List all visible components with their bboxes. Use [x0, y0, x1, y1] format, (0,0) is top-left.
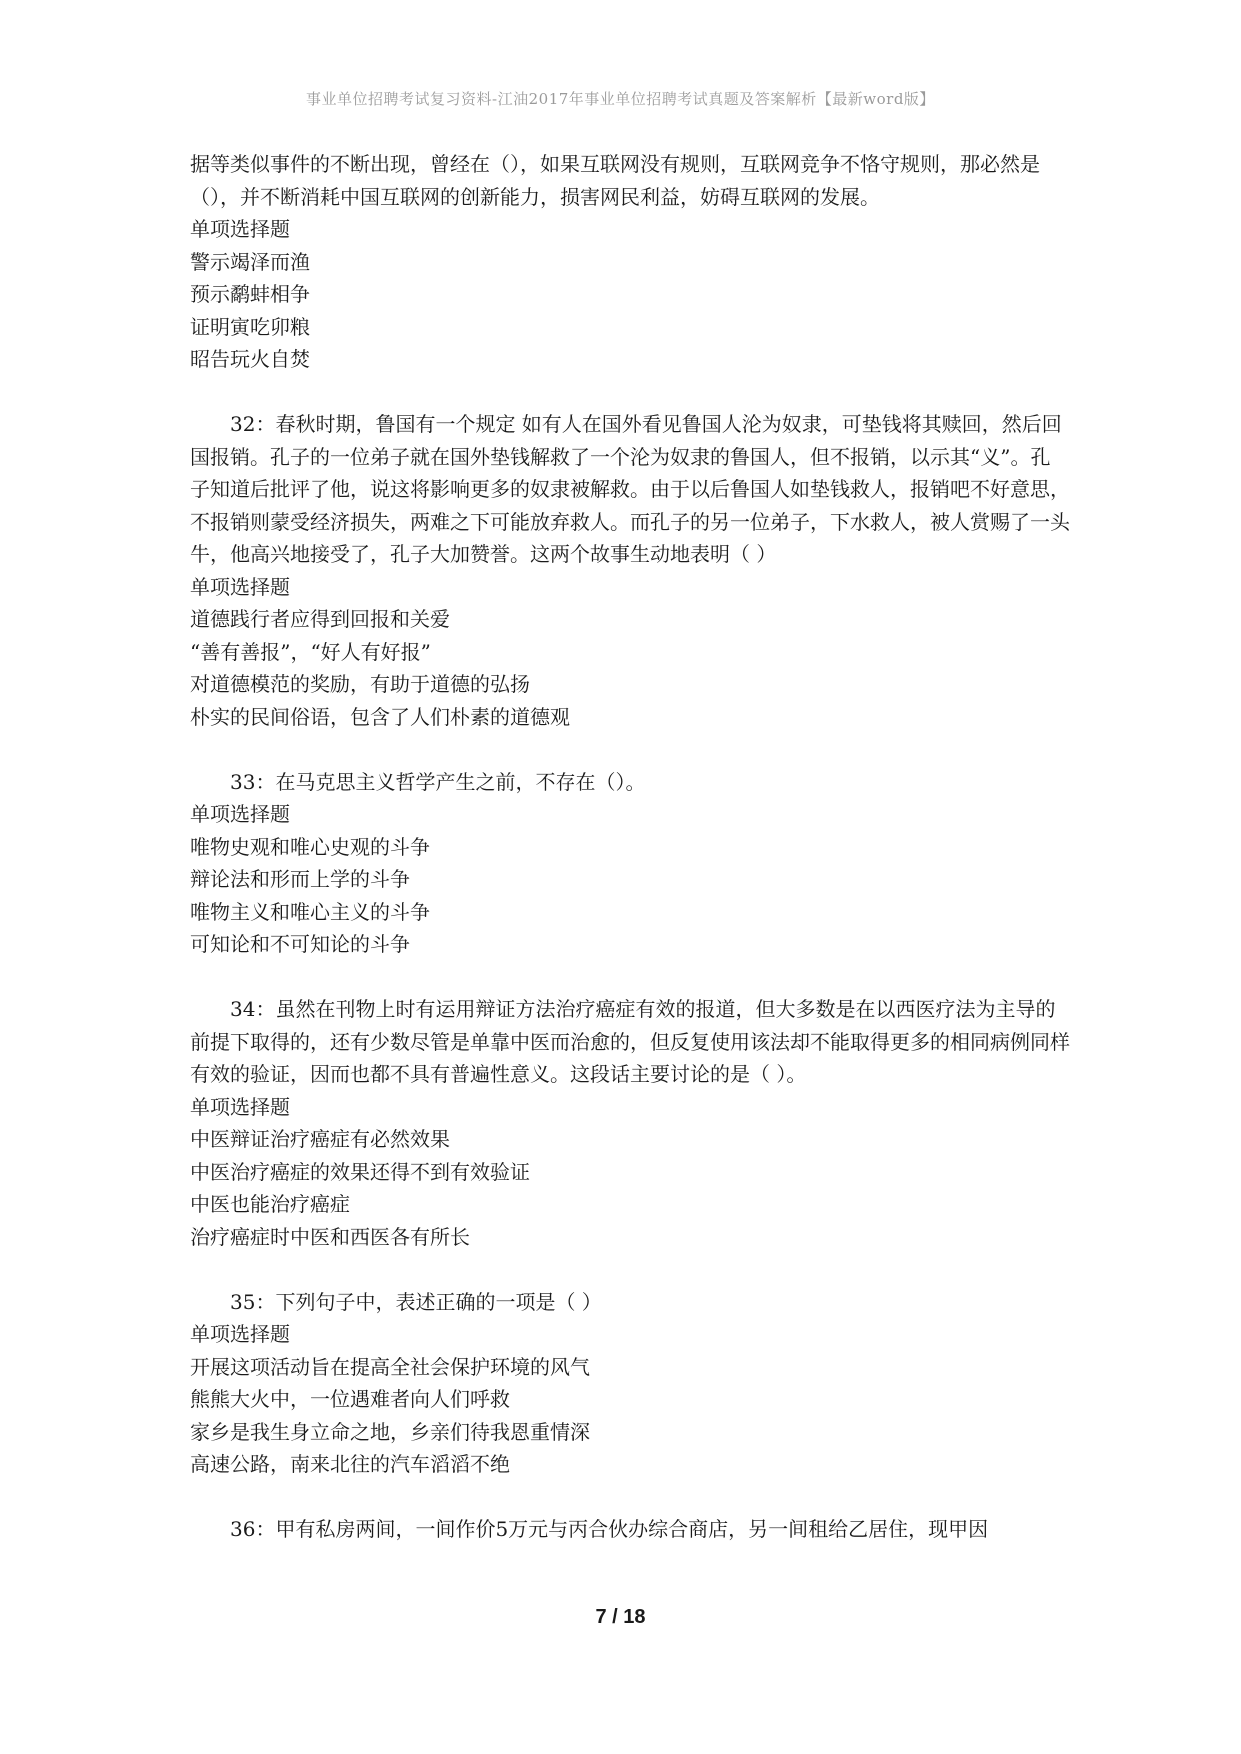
- option-item: 辩论法和形而上学的斗争: [190, 867, 410, 891]
- question-type: 单项选择题: [190, 217, 290, 241]
- option-item: 证明寅吃卯粮: [190, 314, 310, 339]
- option-item: 家乡是我生身立命之地，乡亲们待我恩重情深: [190, 1419, 590, 1444]
- option-item: 可知论和不可知论的斗争: [190, 932, 410, 956]
- option-item: 治疗癌症时中医和西医各有所长: [190, 1224, 470, 1249]
- option-item: 昭告玩火自焚: [190, 347, 310, 371]
- question-block: [190, 1286, 1070, 1481]
- question-block: [190, 993, 1070, 1253]
- document-body: [190, 148, 1070, 1578]
- option-item: 对道德模范的奖励，有助于道德的弘扬: [190, 672, 530, 696]
- question-text: 据等类似事件的不断出现，曾经在（），如果互联网没有规则，互联网竞争不恪守规则，那必然是（），并不断消耗中国互联网的创新能力，损害网民利益，妨碍互联网的发展。: [190, 152, 1040, 209]
- option-item: 唯物主义和唯心主义的斗争: [190, 899, 430, 924]
- question-text: 36：甲有私房两间，一间作价5万元与丙合伙办综合商店，另一间租给乙居住，现甲因: [230, 1517, 989, 1541]
- question-type: 单项选择题: [190, 1322, 290, 1346]
- option-item: 朴实的民间俗语，包含了人们朴素的道德观: [190, 704, 570, 729]
- option-item: 开展这项活动旨在提高全社会保护环境的风气: [190, 1354, 590, 1379]
- question-block: [190, 148, 1070, 376]
- option-item: 唯物史观和唯心史观的斗争: [190, 834, 430, 859]
- option-item: 道德践行者应得到回报和关爱: [190, 607, 450, 631]
- option-item: 高速公路，南来北往的汽车滔滔不绝: [190, 1452, 510, 1476]
- question-type: 单项选择题: [190, 574, 290, 599]
- page-header: 事业单位招聘考试复习资料-江油2017年事业单位招聘考试真题及答案解析【最新word版】: [306, 90, 935, 108]
- question-block: [190, 766, 1070, 961]
- question-block: [190, 1513, 1070, 1546]
- option-item: 中医也能治疗癌症: [190, 1192, 350, 1216]
- question-text: 32：春秋时期，鲁国有一个规定 如有人在国外看见鲁国人沦为奴隶，可垫钱将其赎回，然后回国报销。孔子的一位弟子就在国外垫钱解救了一个沦为奴隶的鲁国人，但不报销，以示其“义”。孔子知道后批评了他，说这将影响更多的奴隶被解救。由于以后鲁国人如垫钱救人，报销吧不好意思，不报销则蒙受经济损失，两难之下可能放弃救人。而孔子的另一位弟子，下水救人，被人赏赐了一头牛，他高兴地接受了，孔子大加赞誉。这两个故事生动地表明（ ）: [190, 412, 1070, 566]
- question-type: 单项选择题: [190, 1094, 290, 1119]
- option-item: 警示竭泽而渔: [190, 249, 310, 274]
- question-text: 34：虽然在刊物上时有运用辩证方法治疗癌症有效的报道，但大多数是在以西医疗法为主导的前提下取得的，还有少数尽管是单靠中医而治愈的，但反复使用该法却不能取得更多的相同病例同样有效的验证，因而也都不具有普遍性意义。这段话主要讨论的是（ ）。: [190, 997, 1070, 1086]
- question-type: 单项选择题: [190, 802, 290, 826]
- option-item: 中医辩证治疗癌症有必然效果: [190, 1127, 450, 1151]
- option-item: 预示鹬蚌相争: [190, 282, 310, 306]
- question-block: [190, 408, 1070, 733]
- question-text: 35：下列句子中，表述正确的一项是（ ）: [230, 1289, 602, 1314]
- option-item: 中医治疗癌症的效果还得不到有效验证: [190, 1159, 530, 1184]
- option-item: “善有善报”，“好人有好报”: [190, 639, 431, 664]
- option-item: 熊熊大火中，一位遇难者向人们呼救: [190, 1387, 510, 1411]
- question-text: 33：在马克思主义哲学产生之前，不存在（）。: [230, 769, 646, 794]
- page-number: 7 / 18: [595, 1606, 646, 1628]
